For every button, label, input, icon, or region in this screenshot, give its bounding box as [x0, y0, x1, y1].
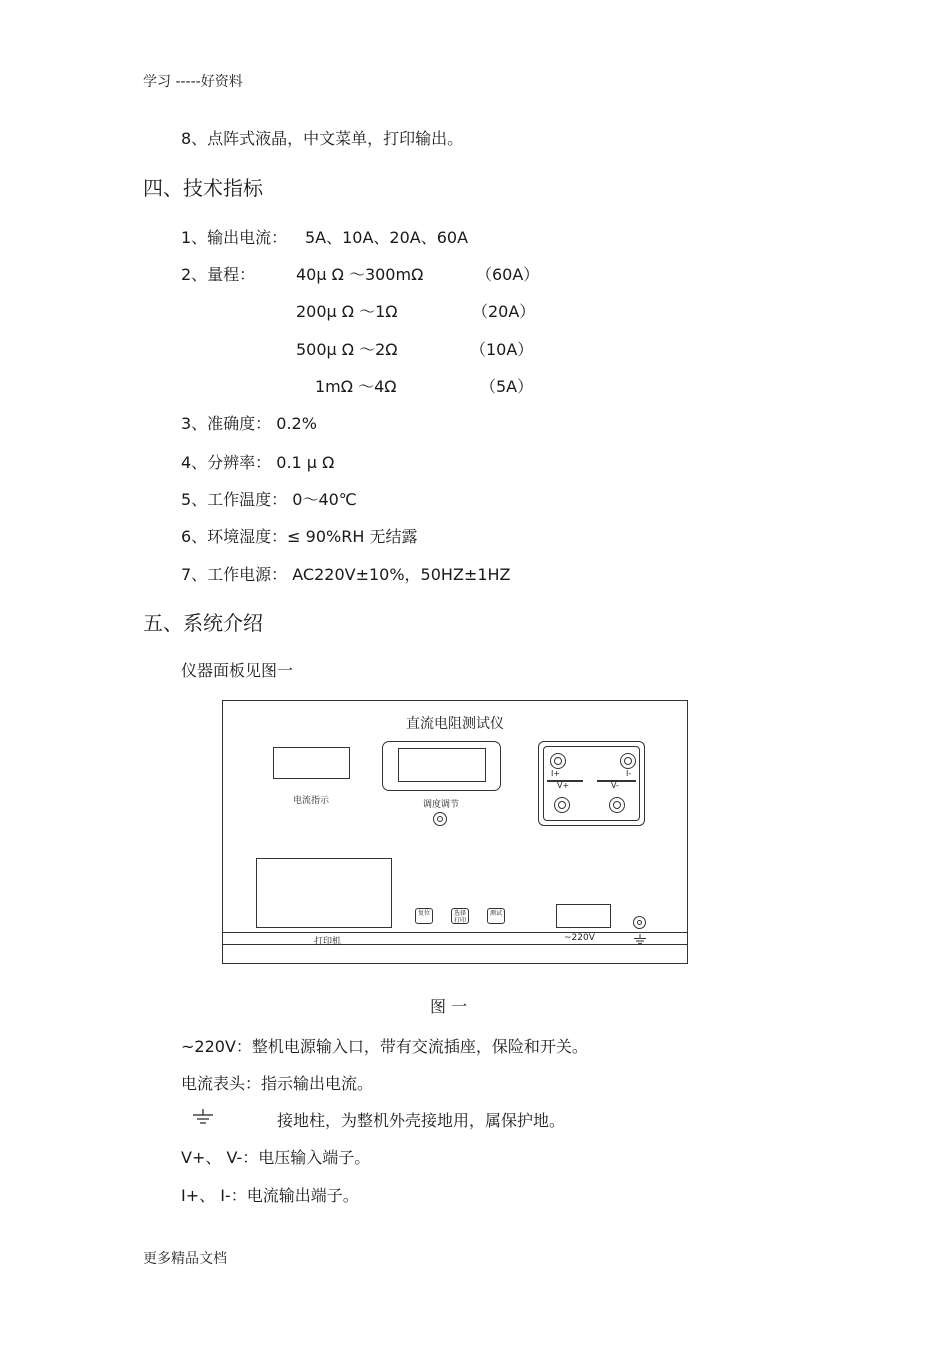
instrument-panel-figure: [222, 700, 688, 964]
desc-ground: 接地柱，为整机外壳接地用，属保护地。: [277, 1111, 566, 1130]
desc-meter: 电流表头：指示输出电流。: [181, 1074, 374, 1093]
ground-post[interactable]: [633, 916, 646, 929]
range-row-2-current: （20A）: [472, 302, 536, 321]
panel-strip-top-line: [223, 932, 687, 933]
terminal-v-plus-label: V+: [557, 781, 570, 790]
range-row-1: 40μ Ω ～300mΩ: [296, 265, 424, 284]
section-5-intro: 仪器面板见图一: [181, 661, 294, 680]
page-header: 学习 -----好资料: [143, 74, 243, 90]
feature-8: 8、点阵式液晶，中文菜单，打印输出。: [181, 129, 464, 148]
spec-humidity: 6、环境湿度：≤ 90%RH 无结露: [181, 527, 418, 546]
range-row-2: 200μ Ω ～1Ω: [296, 302, 398, 321]
spec-work-temp: 5、工作温度： 0～40℃: [181, 490, 357, 509]
test-button[interactable]: 测试: [487, 908, 505, 924]
figure-caption: 图 一: [430, 997, 468, 1016]
power-label: ~220V: [564, 933, 595, 943]
adjust-knob[interactable]: [433, 812, 447, 826]
printer-box: [256, 858, 392, 928]
select-print-button[interactable]: 选择打印: [451, 908, 469, 924]
terminal-v-minus[interactable]: [609, 797, 625, 813]
power-socket: [556, 904, 611, 928]
terminal-i-minus[interactable]: [620, 753, 636, 769]
printer-label: 打印机: [314, 937, 342, 947]
range-row-4-current: （5A）: [480, 377, 534, 396]
terminal-v-minus-label: V-: [611, 781, 619, 790]
panel-title: 直流电阻测试仪: [406, 716, 504, 732]
terminal-i-plus[interactable]: [550, 753, 566, 769]
desc-current-terminals: I+、 I-：电流输出端子。: [181, 1186, 359, 1205]
range-row-1-current: （60A）: [476, 265, 540, 284]
reset-button[interactable]: 复位: [415, 908, 433, 924]
terminal-i-plus-label: I+: [551, 769, 561, 778]
desc-voltage-terminals: V+、 V-：电压输入端子。: [181, 1148, 371, 1167]
terminal-i-minus-label: I-: [626, 769, 632, 778]
panel-strip-bottom-line: [223, 944, 687, 945]
range-row-3: 500μ Ω ～2Ω: [296, 340, 398, 359]
spec-output-current-value: 5A、10A、20A、60A: [305, 228, 469, 247]
current-meter-display: [273, 747, 350, 779]
ground-icon: [633, 934, 647, 944]
section-4-title: 四、技术指标: [143, 176, 263, 200]
spec-range-label: 2、量程：: [181, 265, 256, 284]
spec-resolution: 4、分辨率： 0.1 μ Ω: [181, 453, 335, 472]
range-row-4: 1mΩ ～4Ω: [315, 377, 397, 396]
page-footer: 更多精品文档: [143, 1251, 227, 1267]
lcd-screen: [398, 748, 486, 782]
current-meter-label: 电流指示: [293, 796, 330, 806]
spec-accuracy: 3、准确度： 0.2%: [181, 414, 317, 433]
terminal-v-plus[interactable]: [554, 797, 570, 813]
adjust-label: 调度调节: [423, 800, 460, 810]
spec-output-current-label: 1、输出电流：: [181, 228, 288, 247]
range-row-3-current: （10A）: [470, 340, 534, 359]
spec-power: 7、工作电源： AC220V±10%，50HZ±1HZ: [181, 565, 511, 584]
ground-symbol-icon: [192, 1108, 214, 1124]
desc-power: ~220V：整机电源输入口，带有交流插座，保险和开关。: [181, 1037, 588, 1056]
section-5-title: 五、系统介绍: [143, 611, 263, 635]
